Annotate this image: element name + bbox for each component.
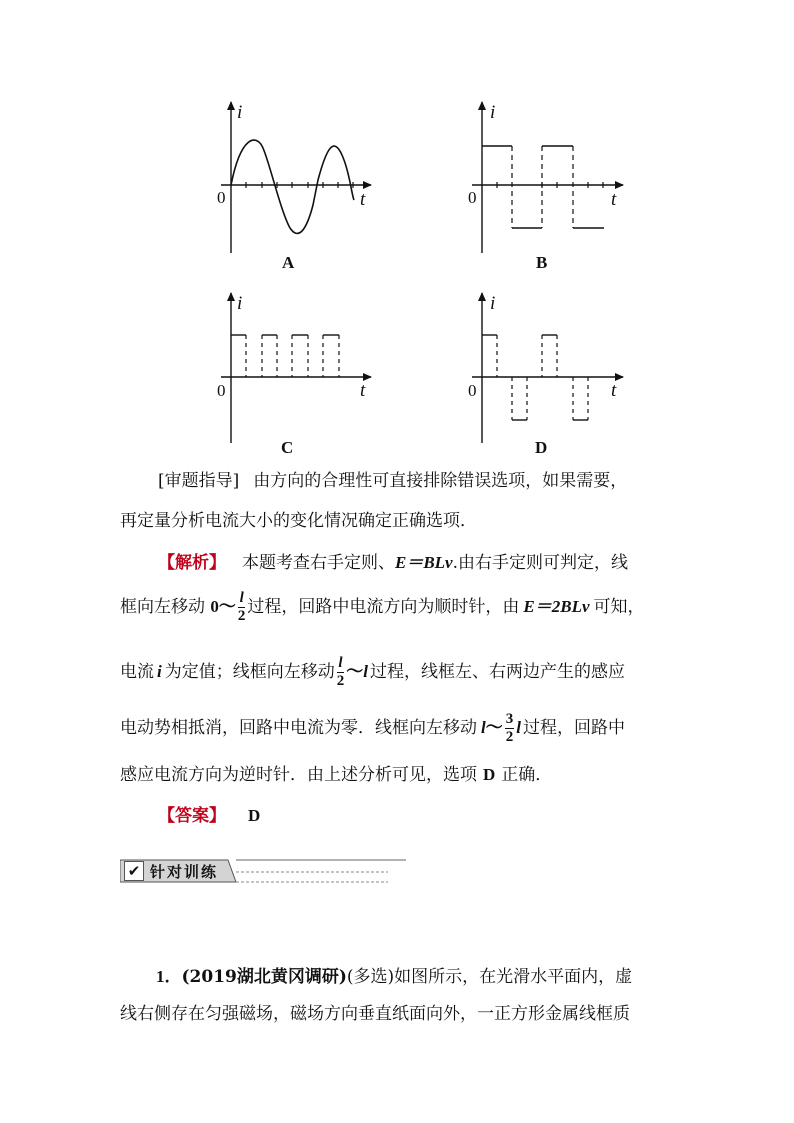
fraction-numerator: l [338, 655, 343, 671]
question-line-1 [120, 967, 680, 987]
math-l: l [363, 662, 368, 681]
section-banner [120, 857, 406, 885]
analysis-text: 本题考查右手定则、 [242, 553, 395, 573]
graph-c-t-label: t [360, 380, 366, 401]
analysis-tag: 【解析】 [158, 553, 226, 573]
analysis-text: 过程，线框左、右两边产生的感应 [369, 662, 625, 682]
graph-d-origin: 0 [468, 381, 477, 400]
graph-a-t-label: t [360, 189, 366, 210]
analysis-text: 过程，回路中电流方向为顺时针，由 [247, 597, 520, 617]
graph-b-i-label: i [490, 102, 496, 123]
question-line-2 [120, 1004, 680, 1024]
graph-c-origin: 0 [217, 381, 226, 400]
math-l: l [516, 718, 521, 737]
analysis-text: 电动势相抵消，回路中电流为零．线框向左移动 [120, 718, 477, 738]
analysis-text: .由右手定则可判定，线 [452, 553, 629, 573]
math-zero: 0 [210, 597, 219, 616]
fraction-denominator: 2 [505, 729, 514, 745]
fraction-3-over-2 [505, 711, 515, 746]
graph-b-label: B [536, 253, 548, 272]
graph-b-t-label: t [611, 189, 617, 210]
analysis-line-3 [120, 655, 680, 690]
analysis-text: 正确． [501, 765, 553, 785]
question-text-1: (多选)如图所示，在光滑水平面内，虚 [346, 967, 633, 987]
math-tilde: ～ [346, 662, 364, 681]
section-title: 针对训练 [150, 863, 219, 881]
analysis-text: 电流 [120, 662, 154, 682]
question-number: 1． [156, 967, 182, 986]
fraction-l-over-2 [337, 655, 345, 690]
analysis-text: 为定值；线框向左移动 [164, 662, 335, 682]
question-source: (2019湖北黄冈调研) [181, 967, 347, 987]
graph-a-i-label: i [237, 102, 243, 123]
analysis-line-5 [120, 765, 680, 785]
guide-text-1: 由方向的合理性可直接排除错误选项，如果需要， [253, 471, 628, 491]
fraction-numerator: l [239, 590, 244, 606]
analysis-line-2 [120, 590, 680, 625]
equation-e-2blv: E＝2BLv [523, 597, 590, 616]
graph-c [221, 293, 371, 443]
answer-line [120, 806, 680, 826]
graph-a-label: A [282, 253, 295, 272]
answer-value: D [248, 806, 261, 825]
math-tilde: ～ [485, 718, 503, 737]
analysis-text: 框向左移动 [120, 597, 205, 617]
guide-tag: [审题指导] [158, 471, 240, 491]
question-text-2: 线右侧存在匀强磁场，磁场方向垂直纸面向外，一正方形金属线框质 [120, 1004, 630, 1024]
analysis-text: 过程，回路中 [522, 718, 625, 738]
math-l: l [481, 718, 486, 737]
analysis-text: 感应电流方向为逆时针．由上述分析可见，选项 [120, 765, 477, 785]
graph-a-origin: 0 [217, 188, 226, 207]
guide-line-2 [120, 511, 680, 531]
graph-b [472, 102, 623, 253]
guide-line-1 [120, 471, 680, 491]
equation-e-blv: E＝BLv [395, 553, 453, 572]
fraction-numerator: 3 [505, 711, 514, 727]
graph-d-i-label: i [490, 293, 496, 314]
graph-figure [0, 0, 794, 460]
analysis-line-4 [120, 711, 680, 746]
math-current-i: i [157, 662, 162, 681]
analysis-line-1 [120, 553, 680, 573]
graph-d [472, 293, 623, 443]
graph-a [221, 102, 371, 253]
fraction-denominator: 2 [237, 608, 246, 624]
fraction-l-over-2 [238, 590, 246, 625]
option-d: D [483, 765, 496, 784]
guide-text-2: 再定量分析电流大小的变化情况确定正确选项． [120, 511, 477, 531]
math-tilde: ～ [218, 597, 236, 616]
fraction-denominator: 2 [336, 673, 345, 689]
check-icon: ✔ [124, 861, 144, 881]
analysis-text: 可知， [593, 597, 645, 617]
graph-d-t-label: t [611, 380, 617, 401]
graph-d-label: D [535, 438, 548, 457]
answer-tag: 【答案】 [158, 806, 226, 826]
graph-b-origin: 0 [468, 188, 477, 207]
graph-c-label: C [281, 438, 294, 457]
graph-c-i-label: i [237, 293, 243, 314]
